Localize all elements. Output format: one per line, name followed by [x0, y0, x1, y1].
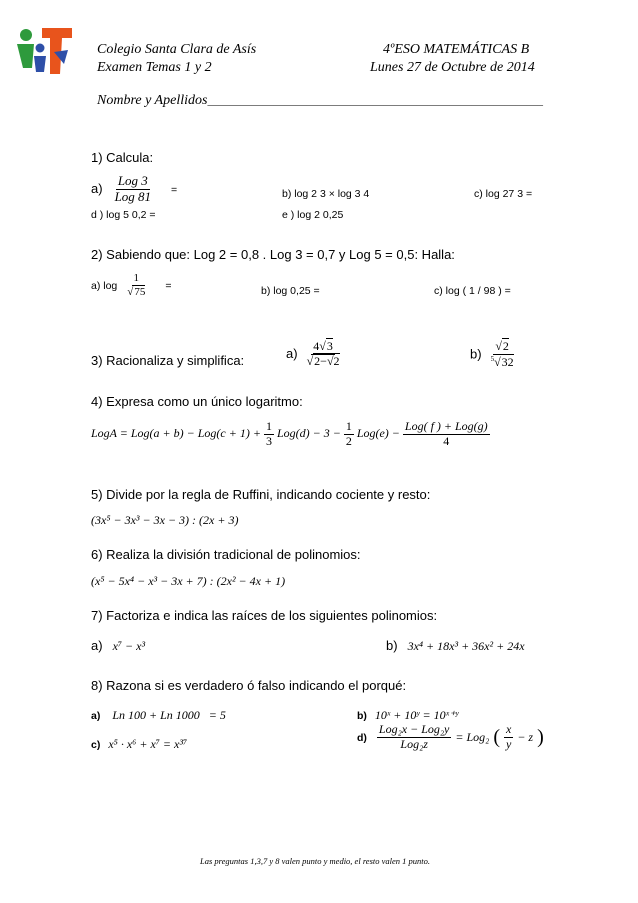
q6-title: 6) Realiza la división tradicional de polinomios: — [91, 547, 361, 562]
q8-d-label: d) — [357, 731, 367, 744]
footer-note: Las preguntas 1,3,7 y 8 valen punto y medio, el resto valen 1 punto. — [200, 856, 431, 866]
q7-title: 7) Factoriza e indica las raíces de los siguientes polinomios: — [91, 608, 438, 623]
q8-d-minus-z: − z — [517, 729, 534, 744]
q1-a-equals: = — [171, 184, 178, 197]
school-logo — [14, 22, 76, 80]
exam-date: Lunes 27 de Octubre de 2014 — [370, 60, 535, 75]
q4-f1-num: 1 — [265, 419, 272, 433]
q8-b-expr: 10ˣ + 10ʸ = 10ˣ⁺ʸ — [374, 708, 459, 722]
q8-d-inner-fraction — [504, 723, 513, 752]
q3-b-num-rad: 2 — [502, 339, 509, 353]
q4-expression — [91, 420, 490, 449]
q8-a — [91, 706, 226, 724]
q4-f2-den: 2 — [345, 433, 352, 448]
q2-a-num: 1 — [133, 272, 140, 284]
q2-c: c) log ( 1 / 98 ) = — [434, 285, 511, 297]
q3-a — [286, 340, 342, 369]
q8-c-label: c) — [91, 739, 101, 751]
q7-b-label: b) — [386, 638, 398, 653]
q8-d-fraction — [377, 723, 451, 752]
q1-d: d ) log 5 0,2 = — [91, 209, 156, 221]
q6-expression: (x⁵ − 5x⁴ − x³ − 3x + 7) : (2x² − 4x + 1) — [91, 574, 286, 588]
q5-title: 5) Divide por la regla de Ruffini, indicando cociente y resto: — [91, 487, 431, 502]
q2-a-den-wrap: √75 — [127, 285, 146, 298]
q7-a-expr: x⁷ − x³ — [112, 639, 146, 653]
q2-b: b) log 0,25 = — [261, 285, 320, 297]
q2-a-equals: = — [165, 279, 172, 292]
q4-mid2: Log(e) − — [356, 426, 400, 441]
q3-a-label: a) — [286, 345, 298, 361]
q8-a-expr: Ln 100 + Ln 1000 = 5 — [112, 708, 226, 722]
q3-a-num-coef: 4 — [313, 339, 320, 353]
q2-a-den: 75 — [134, 285, 146, 298]
q4-f3-num: Log( f ) + Log(g) — [404, 419, 488, 433]
q5-expression: (3x⁵ − 3x³ − 3x − 3) : (2x + 3) — [91, 513, 239, 527]
q1-a-den: Log 81 — [114, 188, 152, 204]
q1-c: c) log 27 3 = — [474, 188, 533, 200]
q8-a-label: a) — [91, 710, 101, 722]
exam-title: Examen Temas 1 y 2 — [97, 60, 212, 75]
q3-a-den: √2−√2 — [306, 353, 340, 368]
q2-title: 2) Sabiendo que: Log 2 = 0,8 . Log 3 = 0,7 y Log 5 = 0,5: Halla: — [91, 247, 455, 262]
q4-title: 4) Expresa como un único logaritmo: — [91, 394, 303, 409]
q7-a — [91, 637, 145, 655]
q3-title: 3) Racionaliza y simplifica: — [91, 353, 245, 368]
course-label: 4ºESO MATEMÁTICAS B — [383, 42, 530, 57]
q3-b-fraction — [489, 340, 516, 370]
q1-e: e ) log 2 0,25 — [282, 209, 344, 221]
school-name: Colegio Santa Clara de Asís — [97, 42, 257, 57]
q8-d-inner-num: x — [506, 722, 512, 736]
q3-b-num: √2 — [495, 339, 509, 353]
name-field-label — [97, 93, 543, 109]
q8-d-rhs: = Log₂ — [455, 729, 490, 744]
q1-a-num: Log 3 — [117, 173, 148, 188]
q4-frac2 — [344, 420, 354, 449]
q8-d-den: Log₂z — [400, 736, 428, 751]
q1-b: b) log 2 3 × log 3 4 — [282, 188, 370, 200]
q1-a-label: a) — [91, 181, 103, 197]
q2-a-fraction — [125, 272, 147, 298]
q8-b-label: b) — [357, 710, 367, 722]
q8-c — [91, 735, 187, 753]
q3-a-den-rad: 2−√2 — [314, 353, 340, 368]
q1-title: 1) Calcula: — [91, 150, 154, 165]
q8-d-num: Log₂x − Log₂y — [378, 722, 450, 736]
q4-frac3 — [403, 420, 490, 449]
q8-d-lparen: ( — [493, 725, 500, 748]
q7-a-label: a) — [91, 638, 103, 653]
q3-a-den-r1: 2 — [314, 353, 321, 368]
q3-b-den-rad: 32 — [501, 354, 514, 369]
q1-a-fraction — [113, 174, 153, 205]
q8-c-expr: x⁵ · x⁶ + x⁷ = x³⁷ — [108, 737, 188, 751]
q1-a — [91, 174, 177, 205]
q4-f2-num: 1 — [345, 419, 352, 433]
q2-a-label: a) log — [91, 279, 118, 292]
q8-d — [357, 723, 544, 752]
q3-a-num-rad: 3 — [326, 339, 333, 353]
q3-a-den-op: − — [320, 353, 327, 368]
q7-b-expr: 3x⁴ + 18x³ + 36x² + 24x — [407, 639, 525, 653]
q3-b-label: b) — [470, 346, 482, 362]
q4-frac1 — [264, 420, 274, 449]
q3-a-den-r2: 2 — [333, 353, 340, 368]
q4-f3-den: 4 — [443, 433, 450, 448]
q3-b-den: $^5$√32 — [490, 354, 514, 369]
q4-mid: Log(d) − 3 − — [276, 426, 341, 441]
q3-b — [470, 340, 516, 370]
q7-b — [386, 637, 525, 655]
q3-a-fraction — [305, 340, 342, 369]
q2-a — [91, 272, 171, 298]
q8-d-inner-den: y — [506, 736, 512, 751]
q3-b-den-index: 5 — [490, 354, 495, 363]
q4-f1-den: 3 — [265, 433, 272, 448]
q8-title: 8) Razona si es verdadero ó falso indicando el porqué: — [91, 678, 407, 693]
q3-a-num: 4√3 — [313, 339, 333, 353]
name-line: _____________________________________________________________ — [207, 95, 543, 107]
name-label: Nombre y Apellidos — [97, 93, 208, 108]
q8-d-rparen: ) — [537, 725, 544, 748]
q4-lhs: LogA = Log(a + b) − Log(c + 1) + — [91, 426, 261, 441]
